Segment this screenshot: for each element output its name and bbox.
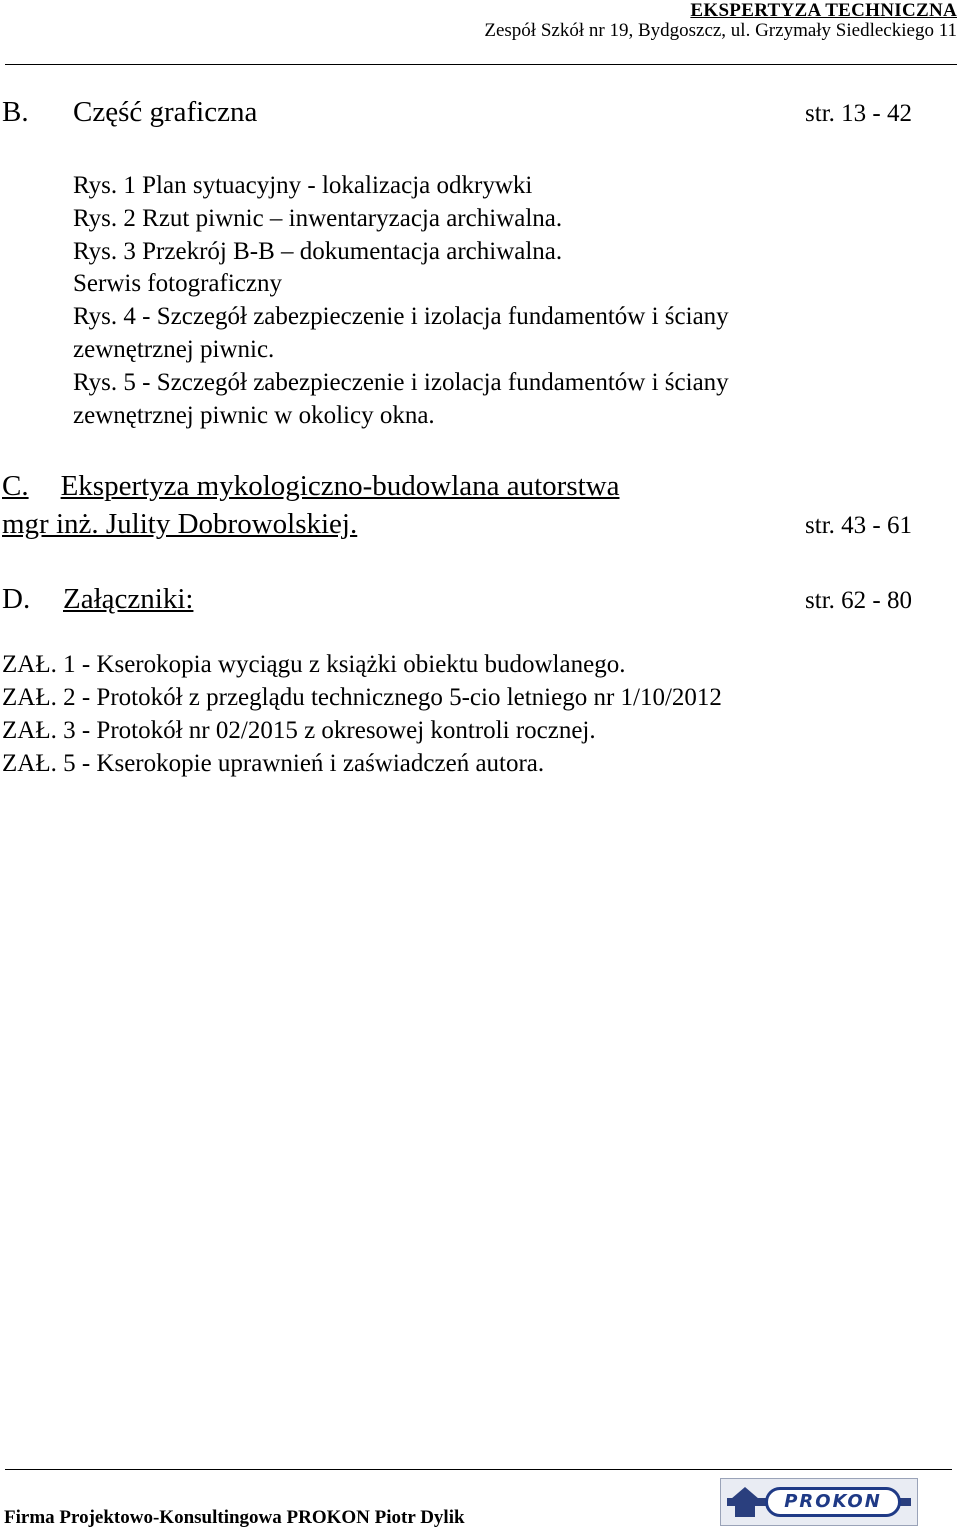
section-b-item: Rys. 1 Plan sytuacyjny - lokalizacja odkrywki [73,172,533,199]
section-b-item: Rys. 4 - Szczegół zabezpieczenie i izolacja fundamentów i ściany [73,303,729,330]
section-b-item: zewnętrznej piwnic. [73,336,275,363]
section-b-item: Rys. 3 Przekrój B-B – dokumentacja archiwalna. [73,238,563,265]
logo-plate: PROKON [765,1487,901,1517]
attachment-item: ZAŁ. 1 - Kserokopia wyciągu z książki obiektu budowlanego. [2,651,626,678]
section-b-item: Serwis fotograficzny [73,270,282,297]
section-b-title: Część graficzna [73,96,258,128]
attachment-item: ZAŁ. 5 - Kserokopie uprawnień i zaświadczeń autora. [2,750,545,777]
section-d-pages: str. 62 - 80 [805,587,912,614]
document-subtitle: Zespół Szkół nr 19, Bydgoszcz, ul. Grzymały Siedleckiego 11 [484,20,957,41]
header-divider [5,64,957,65]
section-b-pages: str. 13 - 42 [805,100,912,127]
section-c-author: mgr inż. Julity Dobrowolskiej. [2,508,358,540]
section-c-pages: str. 43 - 61 [805,512,912,539]
prokon-logo [720,1478,918,1526]
attachment-item: ZAŁ. 3 - Protokół nr 02/2015 z okresowej kontroli rocznej. [2,717,596,744]
section-b-item: Rys. 5 - Szczegół zabezpieczenie i izolacja fundamentów i ściany [73,369,729,396]
section-d-title: Załączniki: [63,583,194,615]
section-b-letter: B. [2,96,29,128]
house-icon-body [735,1499,755,1517]
section-c-letter: C. [2,470,29,502]
footer-divider [5,1469,952,1470]
section-d-letter: D. [2,583,31,615]
document-title: EKSPERTYZA TECHNICZNA [690,0,957,21]
section-b-item: Rys. 2 Rzut piwnic – inwentaryzacja archiwalna. [73,205,563,232]
section-b-item: zewnętrznej piwnic w okolicy okna. [73,402,435,429]
attachment-item: ZAŁ. 2 - Protokół z przeglądu technicznego 5-cio letniego nr 1/10/2012 [2,684,722,711]
house-icon [731,1487,759,1499]
section-c-heading [2,470,698,503]
footer-company: Firma Projektowo-Konsultingowa PROKON Piotr Dylik [4,1507,465,1528]
section-c-title: Ekspertyza mykologiczno-budowlana autorstwa [60,470,620,502]
